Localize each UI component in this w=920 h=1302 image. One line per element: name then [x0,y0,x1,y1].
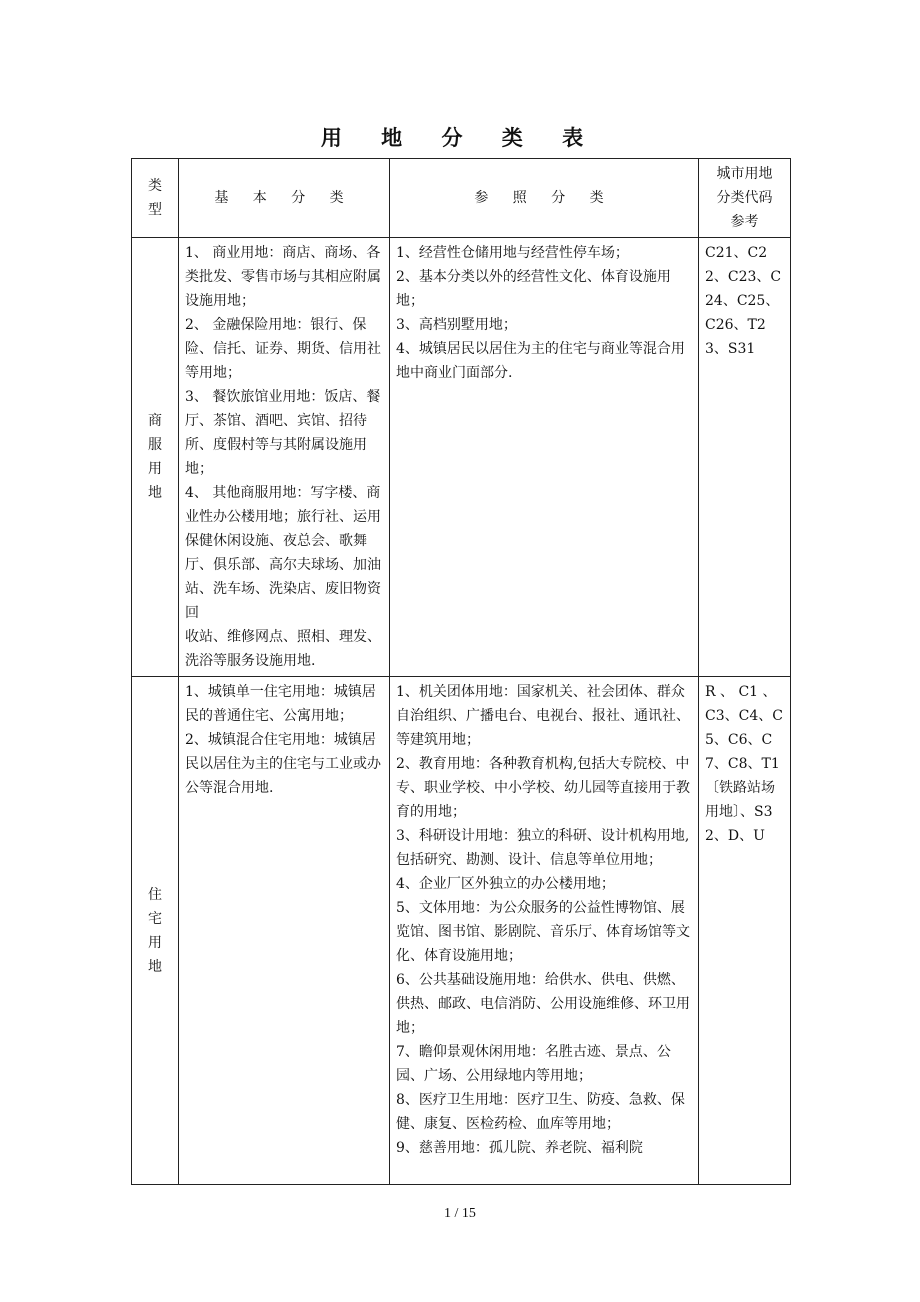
reference-item: 7、瞻仰景观休闲用地：名胜古迹、景点、公园、广场、公用绿地内等用地； [396,1044,671,1084]
reference-cell-commercial [390,238,699,677]
code-cell-commercial: C21、C22、C23、C24、C25、C26、T23、S31 [699,238,791,677]
page-number: 1 / 15 [444,1206,476,1221]
header-code [699,159,791,238]
reference-item: 8、医疗卫生用地：医疗卫生、防疫、急救、保健、康复、医检药检、血库等用地； [396,1092,685,1132]
code-cell-residential: R 、 C1 、C3、C4、C5、C6、C7、C8、T1〔铁路站场用地〕、S32、D、U [699,677,791,1185]
table-header-row [132,159,791,238]
type-char: 地 [148,958,162,975]
basic-item: 2、城镇混合住宅用地：城镇居民以居住为主的住宅与工业或办公等混合用地. [185,732,381,796]
header-code-line2: 分类代码 [716,190,773,206]
reference-item: 4、城镇居民以居住为主的住宅与商业等混合用地中商业门面部分. [396,341,685,381]
header-type-line2: 型 [148,202,162,218]
type-char: 服 [148,437,162,453]
header-type-line1: 类 [148,178,162,194]
basic-item: 1、城镇单一住宅用地：城镇居民的普通住宅、公寓用地； [185,684,376,724]
reference-item: 9、慈善用地：孤儿院、养老院、福利院 [396,1140,643,1156]
reference-item: 1、机关团体用地：国家机关、社会团体、群众自治组织、广播电台、电视台、报社、通讯社、等建筑用地； [396,684,690,748]
reference-item: 5、文体用地：为公众服务的公益性博物馆、展览馆、图书馆、影剧院、音乐厅、体育场馆等文化、体育设施用地； [396,900,690,964]
type-char: 地 [148,485,162,501]
table-row-commercial [132,238,791,677]
basic-item: 1、 商业用地：商店、商场、各类批发、零售市场与其相应附属设施用地； [185,245,381,309]
basic-item: 3、 餐饮旅馆业用地：饭店、餐厅、茶馆、酒吧、宾馆、招待所、度假村等与其附属设施用地； [185,389,381,477]
type-char: 住 [148,886,162,903]
reference-cell-residential [390,677,699,1185]
type-char: 宅 [148,910,162,927]
reference-item: 1、经营性仓储用地与经营性停车场； [396,245,629,261]
basic-item: 2、 金融保险用地：银行、保险、信托、证券、期货、信用社等用地； [185,317,381,381]
reference-item: 3、高档别墅用地； [396,317,517,333]
reference-item: 4、企业厂区外独立的办公楼用地； [396,876,615,892]
page-title: 用 地 分 类 表 [320,125,600,150]
basic-item: 4、 其他商服用地：写字楼、商 业性办公楼用地；旅行社、运用保健休闲设施、夜总会、歌舞厅、俱乐部、高尔夫球场、加油站、洗车场、洗染店、废旧物资回 [185,485,381,621]
header-code-line1: 城市用地 [716,166,773,182]
type-char: 用 [148,934,162,951]
header-type [132,159,179,238]
basic-item: 收站、维修网点、照相、理发、洗浴等服务设施用地. [185,629,381,669]
header-reference-classification: 参 照 分 类 [390,159,699,238]
table-row-residential [132,677,791,1185]
header-code-line3: 参考 [730,214,759,230]
type-cell-commercial [132,238,179,677]
basic-cell-commercial [179,238,390,677]
basic-cell-residential [179,677,390,1185]
header-basic-classification: 基 本 分 类 [179,159,390,238]
type-cell-residential [132,677,179,1185]
type-char: 商 [148,413,162,429]
reference-item: 2、基本分类以外的经营性文化、体育设施用地； [396,269,671,309]
type-char: 用 [148,461,162,477]
reference-item: 3、科研设计用地：独立的科研、设计机构用地,包括研究、勘测、设计、信息等单位用地； [396,828,690,868]
land-use-classification-table [131,158,791,1185]
reference-item: 2、教育用地：各种教育机构,包括大专院校、中专、职业学校、中小学校、幼儿园等直接用于教育的用地； [396,756,690,820]
reference-item: 6、公共基础设施用地：给供水、供电、供燃、供热、邮政、电信消防、公用设施维修、环卫用地； [396,972,690,1036]
